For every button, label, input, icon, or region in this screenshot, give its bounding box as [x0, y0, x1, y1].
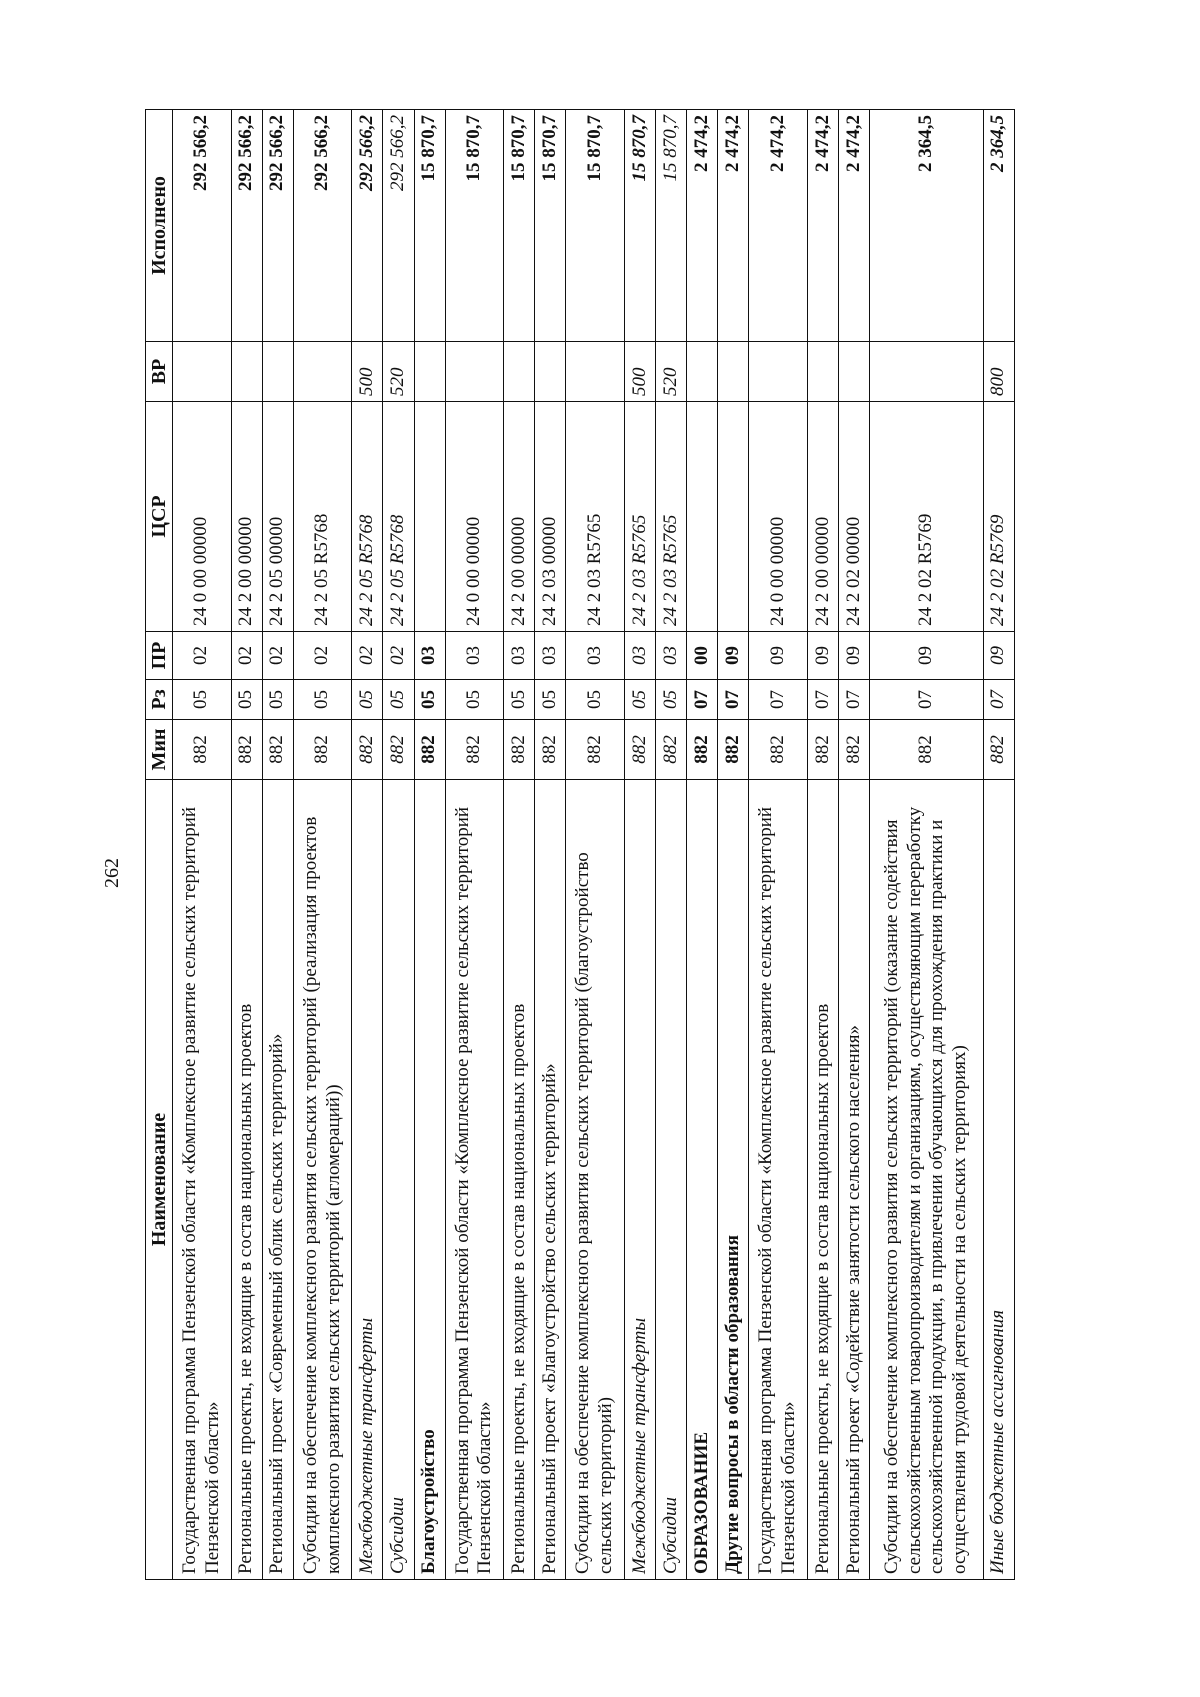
table-row: [414, 110, 445, 1580]
cell-name: Региональные проекты, не входящие в состав национальных проектов: [807, 780, 838, 1580]
cell-done: 2 474,2: [807, 110, 838, 342]
cell-name: Государственная программа Пензенской области «Комплексное развитие сельских территорий Пензенской области»: [445, 780, 504, 1580]
cell-name: ОБРАЗОВАНИЕ: [687, 780, 718, 1580]
cell-csr: 24 0 00 00000: [445, 402, 504, 632]
cell-done: 15 870,7: [656, 110, 687, 342]
cell-csr: 24 2 00 00000: [231, 402, 262, 632]
col-header-pr: ПР: [146, 632, 173, 680]
cell-pr: 03: [504, 632, 535, 680]
cell-pr: 03: [566, 632, 625, 680]
cell-name: Межбюджетные трансферты: [624, 780, 655, 1580]
cell-name: Региональные проекты, не входящие в состав национальных проектов: [231, 780, 262, 1580]
cell-rz: 05: [535, 680, 566, 720]
table-row: [262, 110, 293, 1580]
cell-pr: 03: [656, 632, 687, 680]
cell-vr: [414, 342, 445, 402]
table-row: [624, 110, 655, 1580]
cell-csr: [414, 402, 445, 632]
cell-min: 882: [352, 720, 383, 780]
cell-vr: [807, 342, 838, 402]
cell-csr: 24 2 05 R5768: [293, 402, 352, 632]
table-row: [231, 110, 262, 1580]
cell-done: 15 870,7: [414, 110, 445, 342]
cell-vr: [749, 342, 808, 402]
col-header-rz: Рз: [146, 680, 173, 720]
cell-vr: [231, 342, 262, 402]
table-row: [383, 110, 414, 1580]
cell-pr: 00: [687, 632, 718, 680]
cell-pr: 02: [173, 632, 232, 680]
cell-pr: 03: [414, 632, 445, 680]
cell-min: 882: [173, 720, 232, 780]
table-row: [749, 110, 808, 1580]
col-header-min: Мин: [146, 720, 173, 780]
cell-name: Субсидии: [383, 780, 414, 1580]
cell-done: 2 364,5: [870, 110, 984, 342]
cell-min: 882: [718, 720, 749, 780]
table-row: [566, 110, 625, 1580]
cell-csr: 24 0 00 00000: [749, 402, 808, 632]
cell-rz: 05: [566, 680, 625, 720]
table-row: [718, 110, 749, 1580]
cell-done: 2 474,2: [839, 110, 870, 342]
cell-vr: [293, 342, 352, 402]
cell-vr: 500: [624, 342, 655, 402]
cell-rz: 07: [839, 680, 870, 720]
cell-done: 292 566,2: [173, 110, 232, 342]
cell-done: 15 870,7: [624, 110, 655, 342]
col-header-csr: ЦСР: [146, 402, 173, 632]
cell-rz: 05: [173, 680, 232, 720]
table-row: [807, 110, 838, 1580]
cell-min: 882: [383, 720, 414, 780]
cell-csr: 24 2 03 00000: [535, 402, 566, 632]
cell-csr: 24 2 02 00000: [839, 402, 870, 632]
cell-min: 882: [293, 720, 352, 780]
cell-pr: 09: [983, 632, 1014, 680]
cell-vr: [535, 342, 566, 402]
cell-csr: 24 0 00 00000: [173, 402, 232, 632]
cell-min: 882: [656, 720, 687, 780]
cell-name: Региональный проект «Современный облик сельских территорий»: [262, 780, 293, 1580]
cell-vr: 500: [352, 342, 383, 402]
cell-vr: [870, 342, 984, 402]
cell-vr: [566, 342, 625, 402]
cell-min: 882: [839, 720, 870, 780]
cell-pr: 02: [262, 632, 293, 680]
table-row: [445, 110, 504, 1580]
cell-name: Межбюджетные трансферты: [352, 780, 383, 1580]
col-header-name: Наименование: [146, 780, 173, 1580]
cell-min: 882: [445, 720, 504, 780]
cell-rz: 07: [749, 680, 808, 720]
cell-rz: 07: [718, 680, 749, 720]
table-row: [504, 110, 535, 1580]
cell-csr: 24 2 02 R5769: [870, 402, 984, 632]
cell-name: Благоустройство: [414, 780, 445, 1580]
cell-rz: 05: [624, 680, 655, 720]
cell-done: 15 870,7: [566, 110, 625, 342]
cell-pr: 02: [383, 632, 414, 680]
cell-pr: 02: [231, 632, 262, 680]
table-row: [656, 110, 687, 1580]
cell-done: 2 474,2: [687, 110, 718, 342]
cell-name: Государственная программа Пензенской области «Комплексное развитие сельских территорий Пензенской области»: [749, 780, 808, 1580]
cell-csr: 24 2 00 00000: [807, 402, 838, 632]
col-header-done: Исполнено: [146, 110, 173, 342]
cell-done: 15 870,7: [504, 110, 535, 342]
cell-rz: 07: [983, 680, 1014, 720]
budget-table: [145, 109, 1015, 1580]
cell-min: 882: [687, 720, 718, 780]
cell-done: 292 566,2: [231, 110, 262, 342]
cell-min: 882: [535, 720, 566, 780]
cell-csr: 24 2 05 R5768: [352, 402, 383, 632]
cell-csr: 24 2 03 R5765: [566, 402, 625, 632]
rotated-table-container: [145, 110, 1015, 1580]
cell-name: Субсидии: [656, 780, 687, 1580]
cell-min: 882: [870, 720, 984, 780]
cell-done: 15 870,7: [535, 110, 566, 342]
cell-done: 2 364,5: [983, 110, 1014, 342]
cell-rz: 05: [504, 680, 535, 720]
cell-min: 882: [624, 720, 655, 780]
table-row: [293, 110, 352, 1580]
cell-pr: 09: [749, 632, 808, 680]
cell-vr: [262, 342, 293, 402]
cell-pr: 02: [352, 632, 383, 680]
cell-rz: 05: [445, 680, 504, 720]
cell-name: Региональные проекты, не входящие в состав национальных проектов: [504, 780, 535, 1580]
cell-min: 882: [262, 720, 293, 780]
cell-csr: 24 2 03 R5765: [656, 402, 687, 632]
cell-name: Иные бюджетные ассигнования: [983, 780, 1014, 1580]
cell-name: Региональный проект «Благоустройство сельских территорий»: [535, 780, 566, 1580]
cell-done: 2 474,2: [718, 110, 749, 342]
cell-done: 2 474,2: [749, 110, 808, 342]
cell-name: Субсидии на обеспечение комплексного развития сельских территорий (оказание содействия сельскохозяйственным товаропроизводителям и организациям, осуществляющим переработку сельскохозяйственной продукции, в привлечении обучающихся для прохождения практики и осуществления трудовой деятельности на сельских территориях): [870, 780, 984, 1580]
cell-vr: [718, 342, 749, 402]
cell-min: 882: [414, 720, 445, 780]
cell-rz: 05: [262, 680, 293, 720]
cell-min: 882: [566, 720, 625, 780]
table-row: [535, 110, 566, 1580]
cell-name: Другие вопросы в области образования: [718, 780, 749, 1580]
cell-pr: 09: [870, 632, 984, 680]
cell-vr: [173, 342, 232, 402]
cell-pr: 03: [445, 632, 504, 680]
cell-pr: 09: [807, 632, 838, 680]
cell-rz: 07: [687, 680, 718, 720]
cell-min: 882: [807, 720, 838, 780]
cell-min: 882: [504, 720, 535, 780]
cell-name: Региональный проект «Содействие занятости сельского населения»: [839, 780, 870, 1580]
cell-rz: 05: [414, 680, 445, 720]
cell-done: 292 566,2: [262, 110, 293, 342]
table-row: [687, 110, 718, 1580]
cell-pr: 09: [839, 632, 870, 680]
cell-rz: 05: [383, 680, 414, 720]
cell-done: 292 566,2: [293, 110, 352, 342]
cell-rz: 05: [352, 680, 383, 720]
cell-rz: 05: [293, 680, 352, 720]
cell-csr: 24 2 03 R5765: [624, 402, 655, 632]
table-header-row: [146, 110, 173, 1580]
cell-csr: 24 2 05 R5768: [383, 402, 414, 632]
cell-csr: [718, 402, 749, 632]
cell-name: Субсидии на обеспечение комплексного развития сельских территорий (реализация проектов комплексного развития сельских территорий (агломераций)): [293, 780, 352, 1580]
cell-rz: 07: [870, 680, 984, 720]
page-number: 262: [101, 858, 123, 888]
cell-min: 882: [231, 720, 262, 780]
cell-rz: 07: [807, 680, 838, 720]
cell-pr: 03: [535, 632, 566, 680]
cell-vr: [839, 342, 870, 402]
cell-rz: 05: [231, 680, 262, 720]
table-row: [839, 110, 870, 1580]
cell-done: 292 566,2: [352, 110, 383, 342]
cell-csr: 24 2 00 00000: [504, 402, 535, 632]
cell-vr: 520: [656, 342, 687, 402]
table-row: [983, 110, 1014, 1580]
cell-pr: 03: [624, 632, 655, 680]
cell-min: 882: [749, 720, 808, 780]
cell-name: Государственная программа Пензенской области «Комплексное развитие сельских территорий Пензенской области»: [173, 780, 232, 1580]
table-body: [173, 110, 1015, 1580]
table-row: [352, 110, 383, 1580]
table-row: [173, 110, 232, 1580]
cell-vr: [445, 342, 504, 402]
col-header-vr: ВР: [146, 342, 173, 402]
cell-vr: [687, 342, 718, 402]
cell-vr: [504, 342, 535, 402]
cell-pr: 09: [718, 632, 749, 680]
cell-csr: 24 2 02 R5769: [983, 402, 1014, 632]
cell-csr: 24 2 05 00000: [262, 402, 293, 632]
cell-done: 292 566,2: [383, 110, 414, 342]
cell-min: 882: [983, 720, 1014, 780]
cell-name: Субсидии на обеспечение комплексного развития сельских территорий (благоустройство сельских территорий): [566, 780, 625, 1580]
cell-csr: [687, 402, 718, 632]
cell-vr: 800: [983, 342, 1014, 402]
cell-pr: 02: [293, 632, 352, 680]
table-row: [870, 110, 984, 1580]
cell-vr: 520: [383, 342, 414, 402]
cell-done: 15 870,7: [445, 110, 504, 342]
cell-rz: 05: [656, 680, 687, 720]
